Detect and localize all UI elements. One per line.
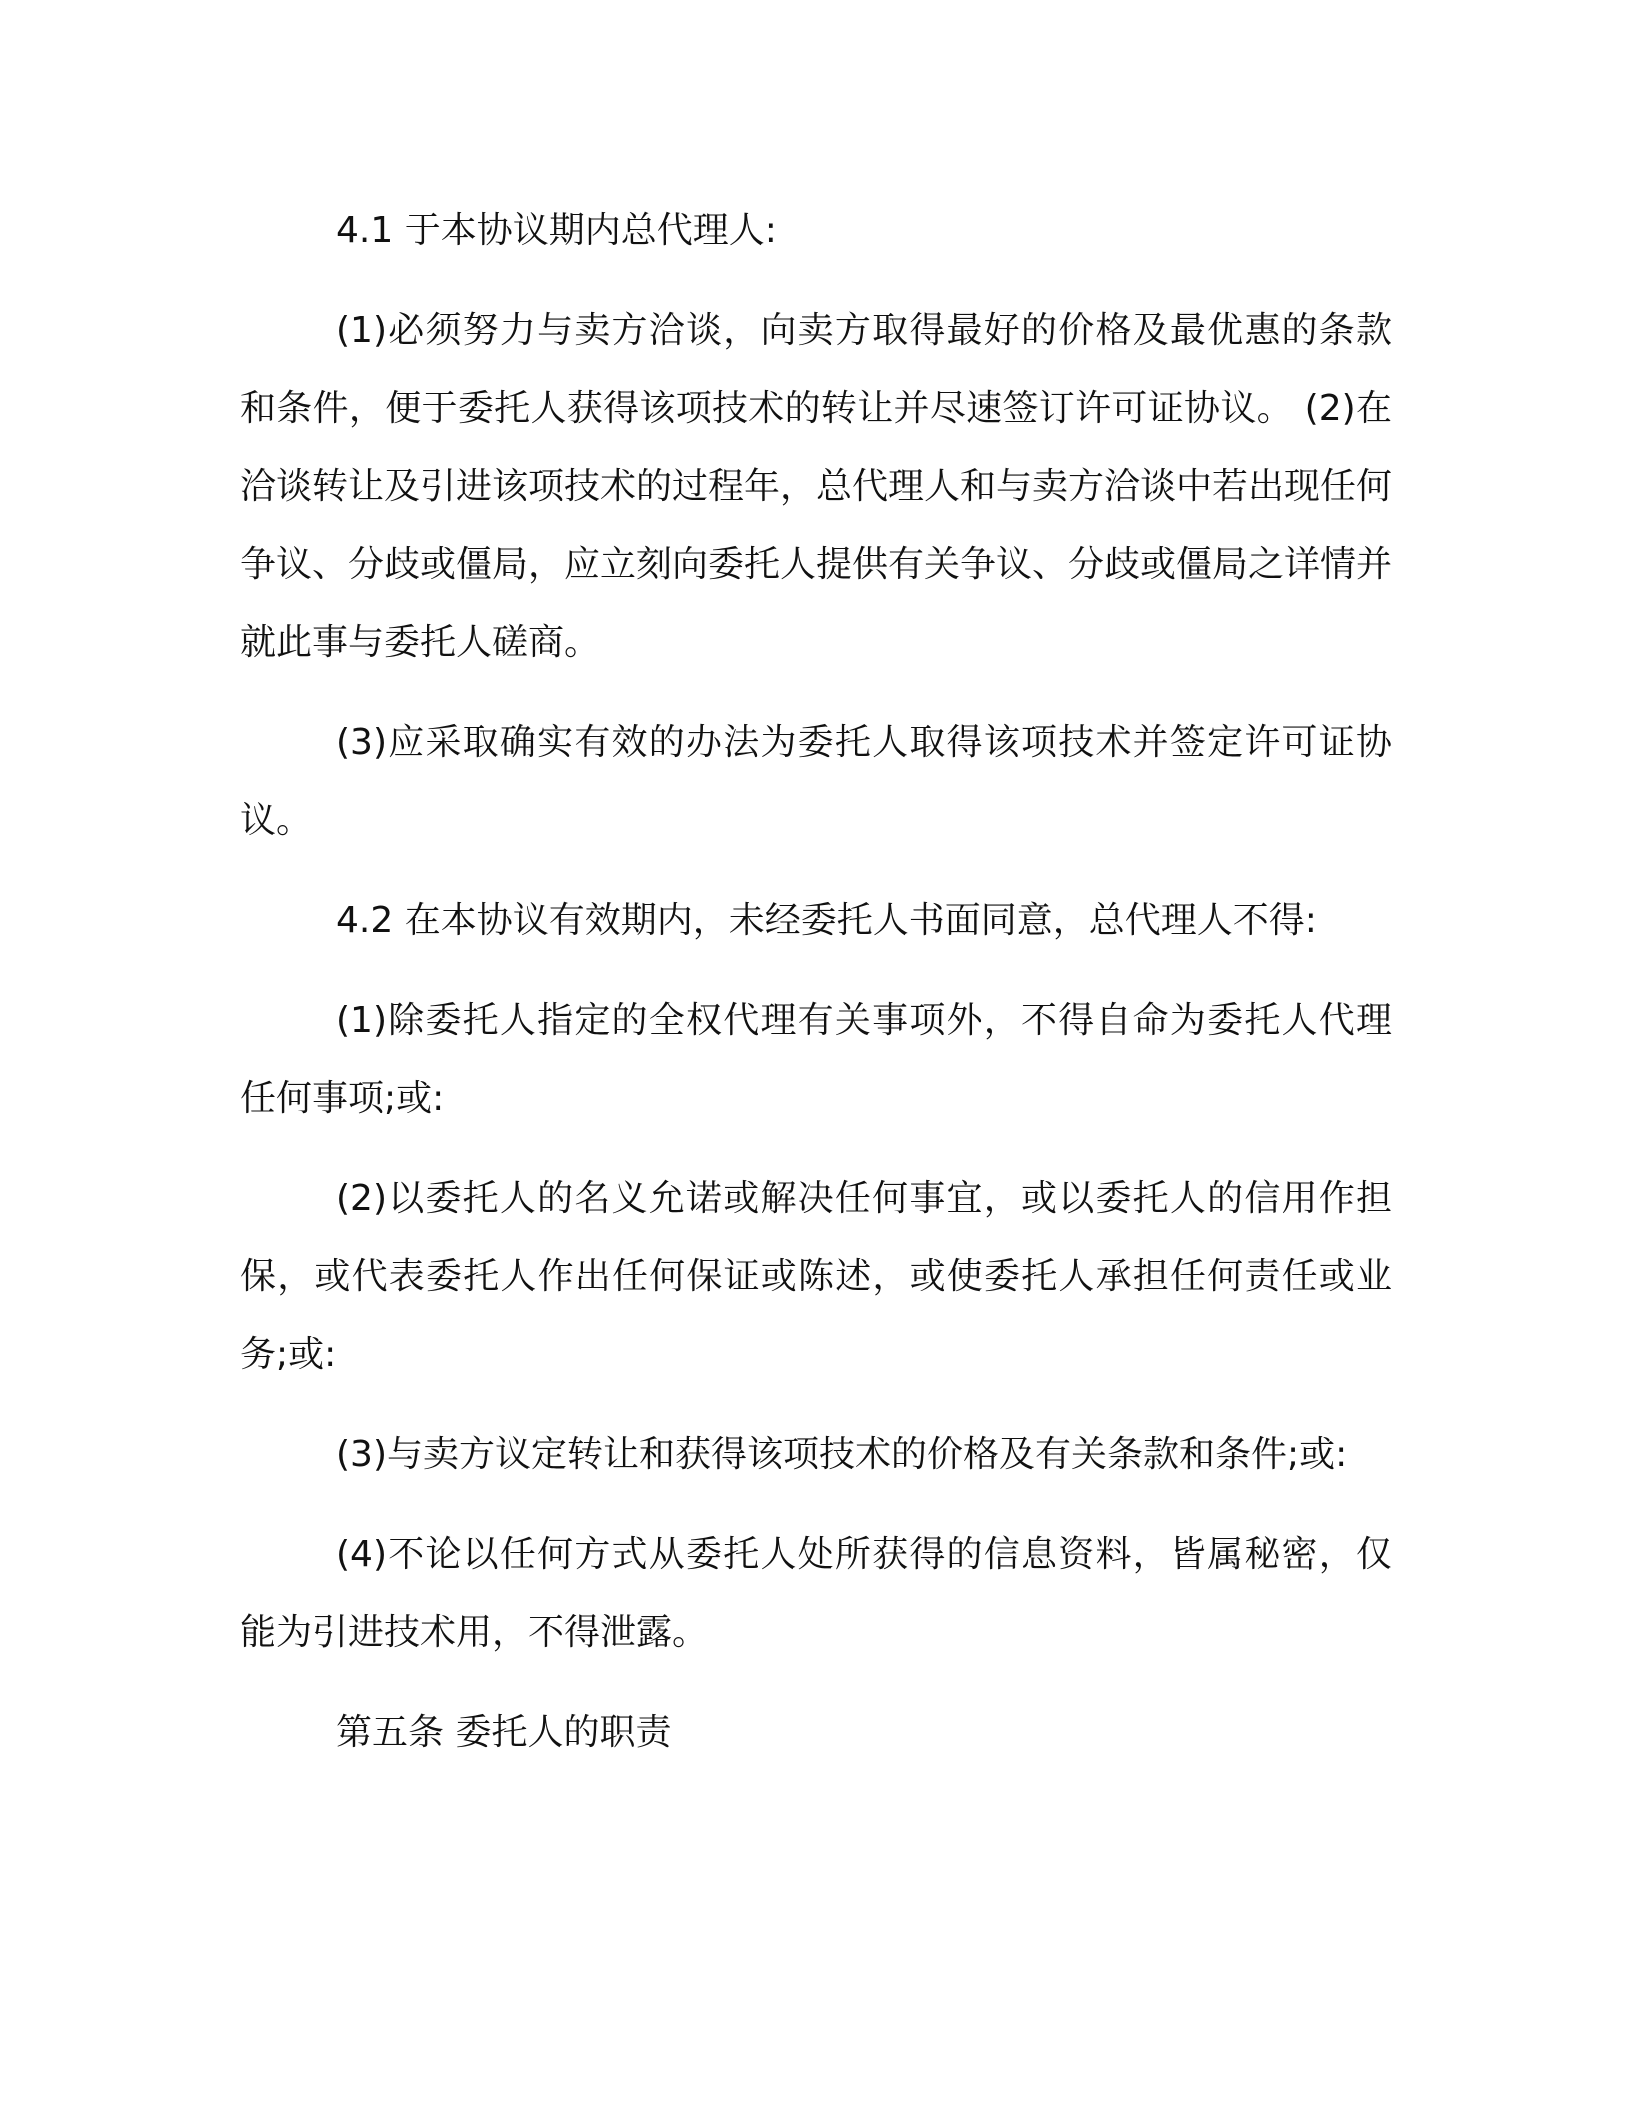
document-body bbox=[240, 192, 1392, 1772]
article-5-heading: 第五条 委托人的职责 bbox=[336, 1712, 672, 1753]
clause-4-1-item-3: (3)应采取确实有效的办法为委托人取得该项技术并签定许可证协议。 bbox=[240, 722, 1392, 841]
clause-4-2-item-1: (1)除委托人指定的全权代理有关事项外，不得自命为委托人代理任何事项;或: bbox=[240, 1000, 1392, 1119]
clause-4-2-heading: 4.2 在本协议有效期内，未经委托人书面同意，总代理人不得: bbox=[336, 900, 1317, 941]
clause-4-2-item-3: (3)与卖方议定转让和获得该项技术的价格及有关条款和条件;或: bbox=[336, 1434, 1348, 1475]
clause-4-1-heading: 4.1 于本协议期内总代理人: bbox=[336, 210, 777, 251]
clause-4-2-item-2: (2)以委托人的名义允诺或解决任何事宜，或以委托人的信用作担保，或代表委托人作出任何保证或陈述，或使委托人承担任何责任或业务;或: bbox=[240, 1178, 1392, 1375]
clause-4-1-item-1-2: (1)必须努力与卖方洽谈，向卖方取得最好的价格及最优惠的条款和条件，便于委托人获得该项技术的转让并尽速签订许可证协议。 (2)在洽谈转让及引进该项技术的过程年，总代理人和与卖方洽谈中若出现任何争议、分歧或僵局，应立刻向委托人提供有关争议、分歧或僵局之详情并就此事与委托人磋商。 bbox=[240, 310, 1393, 663]
clause-4-2-item-4: (4)不论以任何方式从委托人处所获得的信息资料，皆属秘密，仅能为引进技术用，不得泄露。 bbox=[240, 1534, 1392, 1653]
